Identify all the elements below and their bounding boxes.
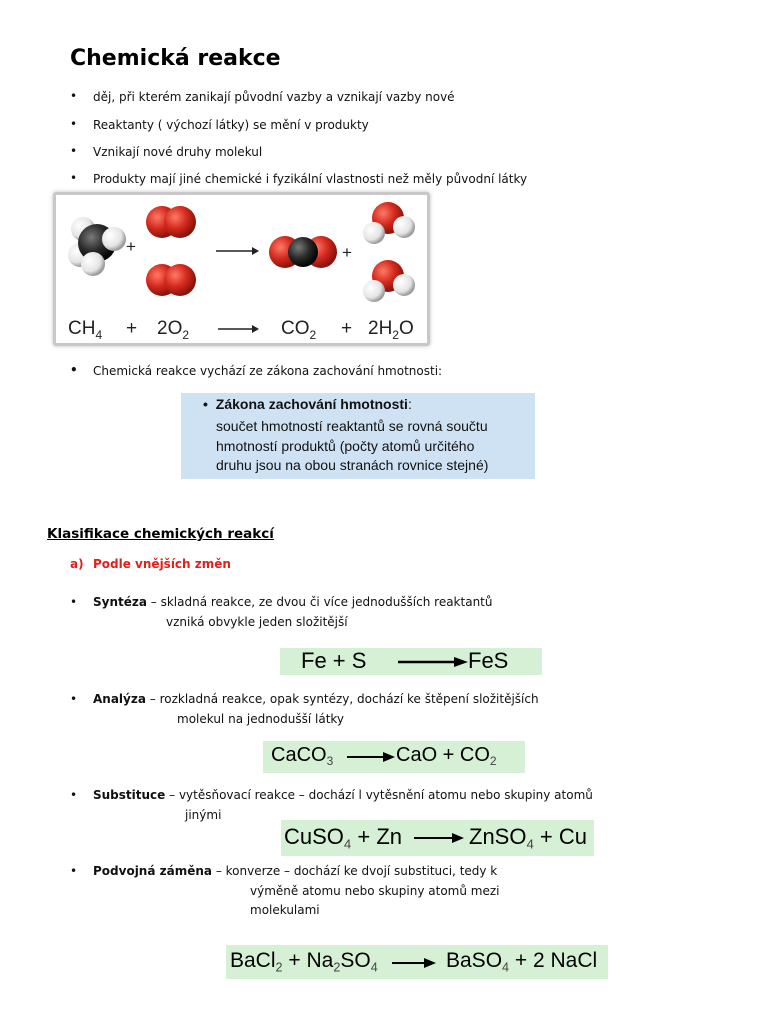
methane-combustion-figure bbox=[53, 192, 430, 346]
bullet-icon: • bbox=[70, 171, 78, 185]
law-text-line: hmotností produktů (počty atomů určitého bbox=[216, 438, 475, 454]
term-synteza: Syntéza bbox=[93, 595, 147, 609]
reaction-type-description: jinými bbox=[185, 808, 222, 822]
reaction-type-item: • Podvojná záměna – konverze – dochází ke dvojí substituci, tedy k bbox=[70, 864, 498, 878]
term-analyza: Analýza bbox=[93, 692, 146, 706]
reaction-type-description: molekulami bbox=[250, 903, 320, 917]
mass-conservation-law-box bbox=[181, 393, 535, 479]
bullet-icon: • bbox=[70, 595, 78, 609]
reaction-type-item: • Substituce – vytěsňovací reakce – dochází l vytěsnění atomu nebo skupiny atomů bbox=[70, 788, 593, 802]
bullet-icon: • bbox=[70, 692, 78, 706]
reaction-type-item: • Analýza – rozkladná reakce, opak syntézy, dochází ke štěpení složitějších bbox=[70, 692, 539, 706]
carbon-dioxide-formula: $CO_2$ bbox=[281, 318, 317, 342]
water-formula: $2H_2O$ bbox=[368, 318, 414, 342]
bullet-icon: • bbox=[203, 396, 208, 412]
water-molecule-icon bbox=[363, 260, 415, 302]
reaction-type-description: molekul na jednodušší látky bbox=[177, 712, 345, 726]
plus-sign: + bbox=[126, 318, 138, 339]
synthesis-equation: Fe + S FeS bbox=[280, 648, 542, 675]
plus-sign: + bbox=[341, 318, 353, 339]
section-heading: Klasifikace chemických reakcí bbox=[47, 526, 274, 542]
reaction-type-description: vzniká obvykle jeden složitější bbox=[166, 615, 348, 629]
term-substituce: Substituce bbox=[93, 788, 166, 802]
reaction-arrow-icon bbox=[216, 247, 259, 255]
methane-molecule-icon bbox=[68, 217, 126, 276]
reaction-arrow-icon bbox=[347, 750, 397, 764]
equation-arrow-icon bbox=[218, 325, 259, 333]
law-text-line: druhu jsou na obou stranách rovnice stejné) bbox=[216, 457, 489, 473]
law-text-line: součet hmotností reaktantů se rovná součtu bbox=[216, 418, 488, 434]
bullet-icon: • bbox=[70, 788, 78, 802]
oxygen-formula: $2O_2$ bbox=[157, 318, 190, 342]
page-title: Chemická reakce bbox=[70, 46, 281, 71]
reaction-arrow-icon bbox=[392, 956, 438, 970]
reaction-type-item: • Syntéza – skladná reakce, ze dvou či více jednodušších reaktantů bbox=[70, 595, 493, 609]
reaction-arrow-icon bbox=[398, 654, 470, 670]
bullet-icon: • bbox=[70, 117, 78, 131]
analysis-equation: CaCO$_3$ CaO + $CO_2$ bbox=[263, 741, 525, 773]
oxygen-molecule-icon bbox=[146, 264, 196, 296]
methane-formula: $CH_4$ bbox=[68, 318, 103, 342]
oxygen-molecule-icon bbox=[146, 206, 196, 238]
plus-sign: + bbox=[342, 243, 352, 262]
reaction-type-description: výměně atomu nebo skupiny atomů mezi bbox=[250, 884, 500, 898]
water-molecule-icon bbox=[363, 202, 415, 244]
reaction-arrow-icon bbox=[414, 831, 466, 845]
plus-sign: + bbox=[126, 237, 136, 256]
subheading: a) Podle vnějších změn bbox=[70, 557, 231, 571]
bullet-icon: • bbox=[70, 363, 78, 377]
bullet-icon: • bbox=[70, 89, 78, 103]
carbon-dioxide-molecule-icon bbox=[269, 236, 337, 268]
term-podvojna-zamena: Podvojná záměna bbox=[93, 864, 212, 878]
bullet-icon: • bbox=[70, 864, 78, 878]
substitution-equation: CuSO$_4$ + Zn ZnSO$_4$ + Cu bbox=[281, 820, 594, 856]
double-displacement-equation: BaCl$_2$ + $Na_2SO_4$ BaSO$_4$ + 2 NaCl bbox=[226, 945, 608, 979]
law-heading: • Zákona zachování hmotnosti: bbox=[203, 396, 412, 412]
bullet-icon: • bbox=[70, 144, 78, 158]
